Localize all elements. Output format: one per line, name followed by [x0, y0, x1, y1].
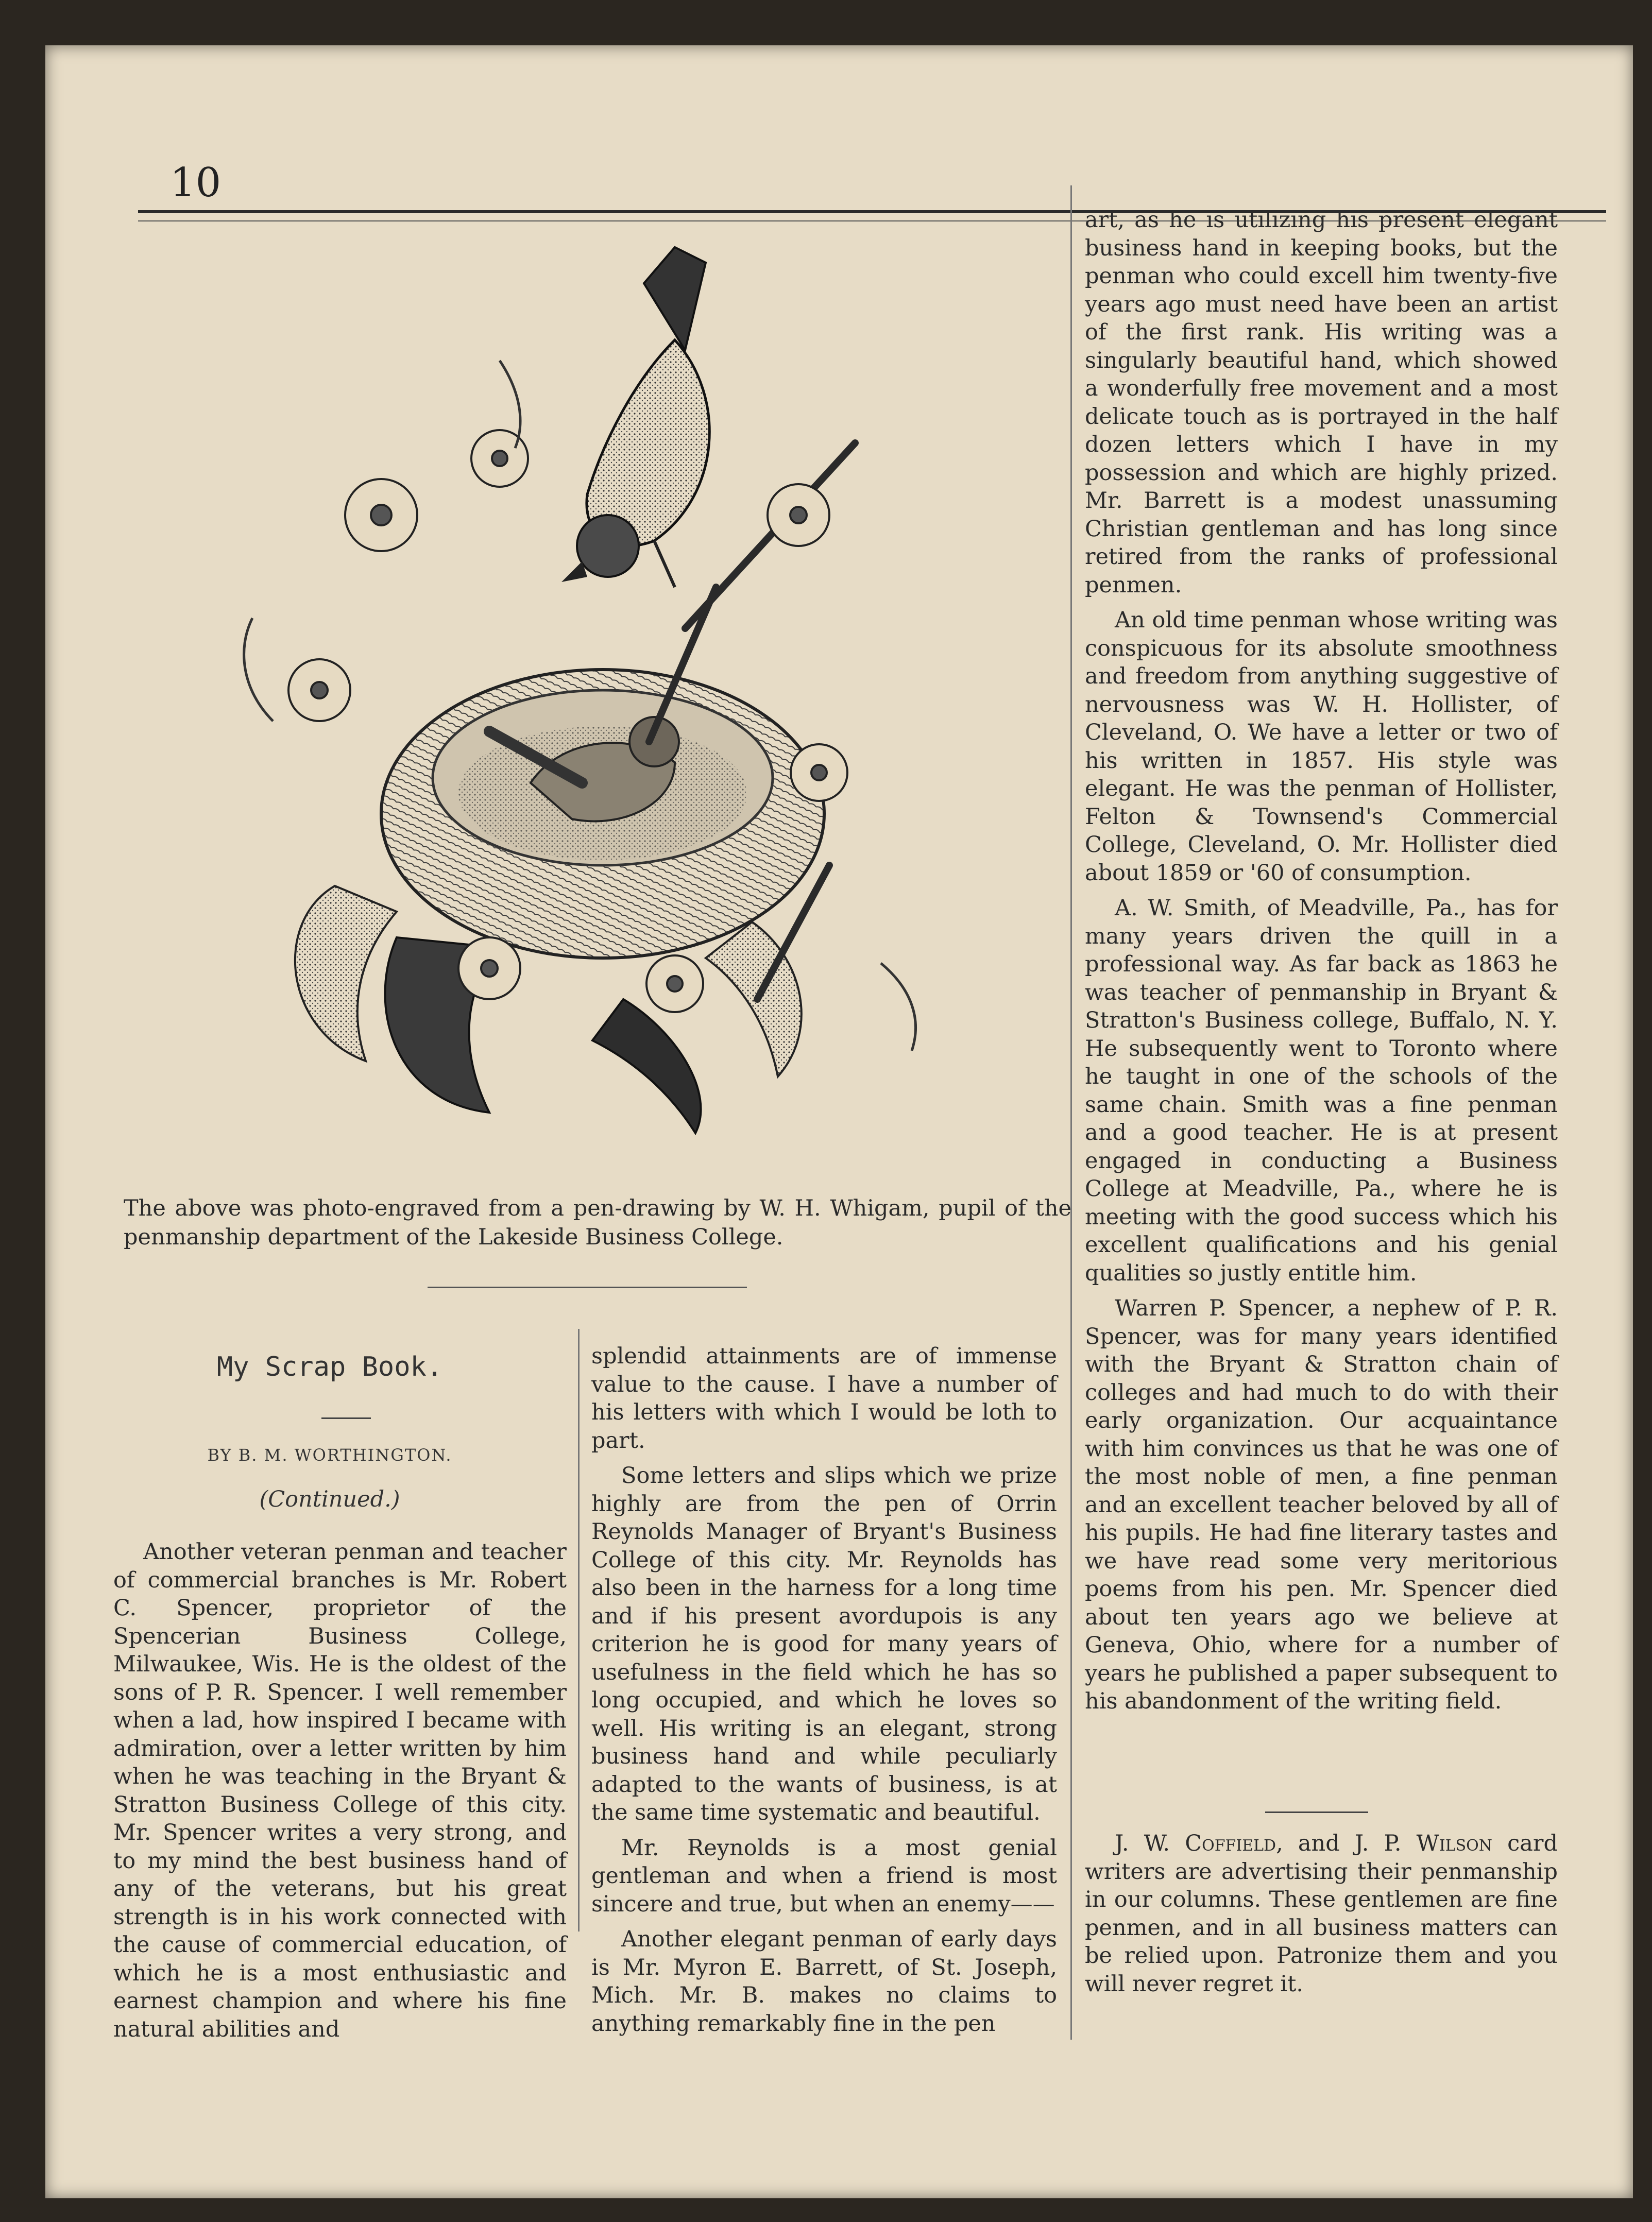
paragraph: Warren P. Spencer, a nephew of P. R. Spencer, was for many years identified with the Bryant & Stratton chain of colleges and had much to do with their early organization. Our acquaintance with him convinces us that he was one of the most noble of men, a fine penman and an excellent teacher beloved by all of his pupils. He had fine literary tastes and we have read some very meritorious poems from his pen. Mr. Spencer died about ten years ago we believe at Geneva, Ohio, where for a number of years he published a paper subsequent to his abandonment of the writing field. [1085, 1295, 1558, 1714]
paragraph: art, as he is utilizing his present elegant business hand in keeping books, but the penman who could excell him twenty-five years ago must need have been an artist of the first rank. His writing was a singularly beautiful hand, which showed a wonderfully free movement and a most delicate touch as is portrayed in the half dozen letters which I have in my possession and which are highly prized. Mr. Barrett is a modest unassuming Christian gentleman and has long since retired from the ranks of professional penmen. [1085, 207, 1558, 598]
name-wilson: J. P. Wilson [1354, 1831, 1493, 1856]
caption-rule [428, 1287, 747, 1288]
paragraph [1085, 1830, 1558, 1998]
name-join: , and [1276, 1831, 1355, 1856]
continued-note: (Continued.) [259, 1486, 400, 1512]
paragraph: Some letters and slips which we prize highly are from the pen of Orrin Reynolds Manager of Bryant's Business College of this city. Mr. Reynolds has also been in the harness for a long time and if his present avordupois is any criterion he is good for many years of usefulness in the field which he has so long occupied, and which he loves so well. His writing is an elegant, strong business hand and while peculiarly adapted to the wants of business, is at the same time systematic and beautiful. [591, 1463, 1057, 1825]
article-title: My Scrap Book. [216, 1352, 443, 1382]
column-middle [591, 1342, 1057, 2038]
column-divider-left [578, 1329, 580, 1932]
illustration-caption: The above was photo-engraved from a pen-drawing by W. H. Whigam, pupil of the penmanship department of the Lakeside Business College. [124, 1195, 1071, 1250]
column-divider-right [1070, 185, 1072, 2040]
paragraph: A. W. Smith, of Meadville, Pa., has for many years driven the quill in a professional way. As far back as 1863 he was teacher of penmanship in Bryant & Stratton's Business college, Buffalo, N. Y. He subsequently went to Toronto where he taught in one of the schools of the same chain. Smith was a fine penman and a good teacher. He is at present engaged in conducting a Business College at Meadville, Pa., where he is meeting with the good success which his excellent qualifications and his genial qualities so justly entitle him. [1085, 895, 1558, 1286]
footnote-rule [1265, 1811, 1368, 1813]
adult-bird [561, 247, 709, 587]
article-byline: BY B. M. WORTHINGTON. [207, 1445, 452, 1465]
footnote-text: card writers are advertising their penmanship in our columns. These gentlemen are fine penmen, and in all business matters can be relied upon. Patronize them and you will never regret it. [1085, 1831, 1558, 1997]
page-number: 10 [170, 160, 222, 206]
paragraph: An old time penman whose writing was conspicuous for its absolute smoothness and freedom from anything suggestive of nervousness was W. H. Hollister, of Cleveland, O. We have a letter or two of his written in 1857. His style was elegant. He was the penman of Hollister, Felton & Townsend's Commercial College, Cleveland, O. Mr. Hollister died about 1859 or '60 of consumption. [1085, 607, 1558, 886]
paragraph: Mr. Reynolds is a most genial gentleman and when a friend is most sincere and true, but when an enemy—— [591, 1835, 1057, 1917]
column-right [1085, 206, 1558, 1716]
name-coffield: J. W. Coffield [1115, 1831, 1276, 1856]
column-left [113, 1538, 567, 2043]
bird-nest-engraving [211, 227, 943, 1164]
paragraph: Another elegant penman of early days is Mr. Myron E. Barrett, of St. Joseph, Mich. Mr. B. makes no claims to anything remarkably fine in the pen [591, 1926, 1057, 2037]
title-rule [321, 1417, 371, 1419]
paragraph: Another veteran penman and teacher of commercial branches is Mr. Robert C. Spencer, proprietor of the Spencerian Business College, Milwaukee, Wis. He is the oldest of the sons of P. R. Spencer. I well remember when a lad, how inspired I became with admiration, over a letter written by him when he was teaching in the Bryant & Stratton Business College of this city. Mr. Spencer writes a very strong, and to my mind the best business hand of any of the veterans, but his great strength is in his work connected with the cause of commercial education, of which he is a most enthusiastic and earnest champion and where his fine natural abilities and [113, 1539, 567, 2042]
paragraph: splendid attainments are of immense value to the cause. I have a number of his letters with which I would be loth to part. [591, 1343, 1057, 1454]
footnote-notice [1085, 1830, 1558, 1998]
